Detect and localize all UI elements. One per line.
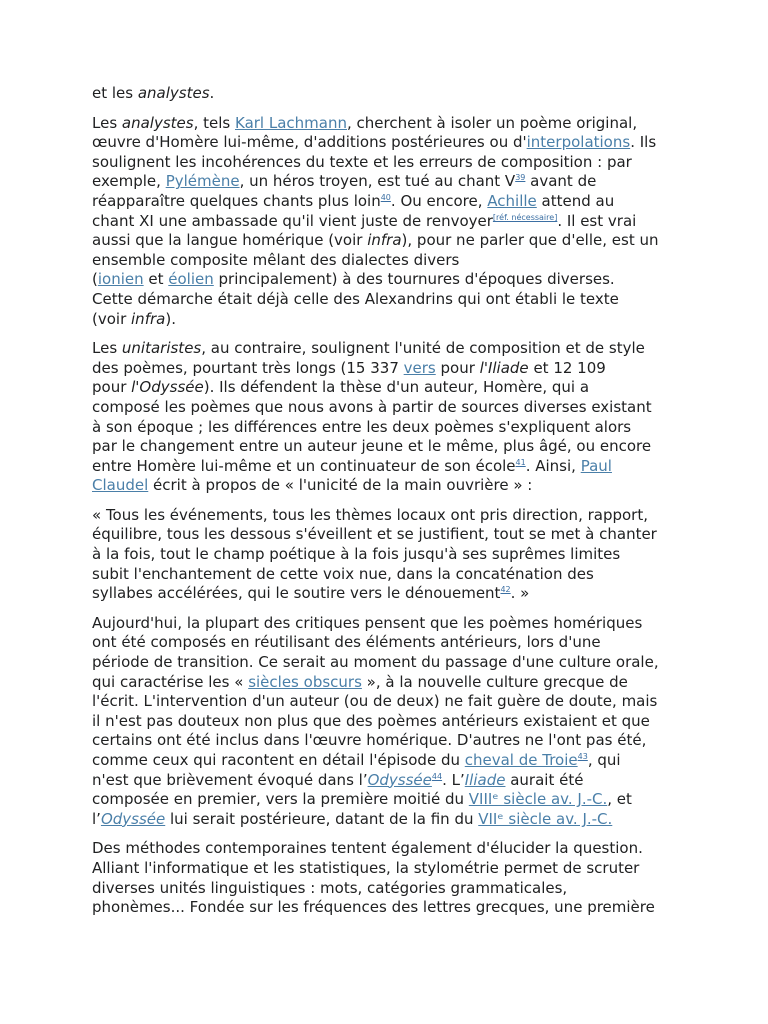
link-vii-siecle[interactable]: VIIᵉ siècle av. J.-C. xyxy=(478,809,613,828)
text: phonèmes... Fondée sur les fréquences des lettres grecques, une première xyxy=(92,898,655,917)
text: aussi que la langue homérique (voir xyxy=(92,231,368,250)
text: . Ils xyxy=(630,133,657,152)
text: composé les poèmes que nous avons à partir de sources diverses existant xyxy=(92,397,652,416)
text: ensemble composite mêlant des dialectes divers xyxy=(92,250,460,269)
text: lui serait postérieure, datant de la fin du xyxy=(165,809,479,828)
text: , cherchent à isoler un poème original, xyxy=(347,113,638,132)
text: équilibre, tous les dessous s'éveillent et se justifient, tout se met à chanter xyxy=(92,525,657,544)
ref-needed-tag[interactable]: [réf. nécessaire] xyxy=(492,212,558,222)
link-odyssee[interactable] xyxy=(368,771,432,789)
text: l'écrit. L'intervention d'un auteur (ou de deux) ne fait guère de doute, mais xyxy=(92,692,658,711)
text: certains ont été inclus dans l'œuvre homérique. D'autres ne l'ont pas été, xyxy=(92,731,647,750)
text: . L’ xyxy=(442,770,465,789)
text: , au contraire, soulignent l'unité de composition et de style xyxy=(201,339,645,358)
text: Aujourd'hui, la plupart des critiques pensent que les poèmes homériques xyxy=(92,613,643,632)
link-interpolations[interactable]: interpolations xyxy=(526,133,631,152)
text: Les xyxy=(92,113,122,132)
text: l’ xyxy=(92,809,101,828)
link-ionien[interactable]: ionien xyxy=(97,270,144,289)
link-eolien[interactable]: éolien xyxy=(168,270,214,289)
paragraph-analystes xyxy=(92,114,684,330)
link-vers[interactable]: vers xyxy=(403,358,436,377)
text: aurait été xyxy=(505,770,584,789)
text: diverses unités linguistiques : mots, catégories grammaticales, xyxy=(92,878,568,897)
footnote-ref-39[interactable]: 39 xyxy=(515,173,526,183)
emphasis: infra xyxy=(131,309,166,328)
text: ont été composés en réutilisant des éléments antérieurs, lors d'une xyxy=(92,633,601,652)
text: écrit à propos de « l'unicité de la main ouvrière » : xyxy=(148,476,533,495)
paragraph-intro-tail xyxy=(92,84,684,104)
text: , qui xyxy=(587,751,621,769)
text: Alliant l'informatique et les statistiques, la stylométrie permet de scruter xyxy=(92,858,640,877)
text: », à la nouvelle culture grecque de xyxy=(361,672,628,691)
link-pylemene[interactable]: Pylémène xyxy=(165,172,240,191)
text: à son époque ; les différences entre les deux poèmes s'expliquent alors xyxy=(92,417,632,436)
text: et xyxy=(143,270,169,289)
footnote-ref-41[interactable]: 41 xyxy=(515,457,526,467)
emphasis-analystes: analystes xyxy=(137,84,210,102)
text: , un héros troyen, est tué au chant V xyxy=(239,172,516,191)
link-iliade[interactable] xyxy=(465,771,506,789)
emphasis: analystes xyxy=(121,113,194,132)
text: ). Ils défendent la thèse d'un auteur, Homère, qui a xyxy=(203,378,590,397)
text: « Tous les événements, tous les thèmes locaux ont pris direction, rapport, xyxy=(92,505,648,524)
text: œuvre d'Homère lui-même, d'additions postérieures ou d' xyxy=(92,133,527,152)
text: avant de xyxy=(525,172,597,191)
footnote-ref-40[interactable]: 40 xyxy=(380,192,391,202)
text: réapparaître quelques chants plus loin xyxy=(92,191,381,210)
text: ), pour ne parler que d'elle, est un xyxy=(401,231,659,250)
text: par le changement entre un auteur jeune et le même, plus âgé, ou encore xyxy=(92,437,652,456)
text: pour xyxy=(435,358,480,377)
text: chant XI une ambassade qu'il vient juste de renvoyer xyxy=(92,211,493,230)
text: des poèmes, pourtant très longs (15 337 xyxy=(92,358,404,377)
emphasis: l'Iliade xyxy=(479,358,529,377)
emphasis: Odyssée xyxy=(100,809,166,828)
paragraph-aujourdhui xyxy=(92,614,684,830)
text: ). xyxy=(165,309,176,328)
text: Les xyxy=(92,339,122,358)
text: comme ceux qui racontent en détail l'épisode du xyxy=(92,751,465,769)
text: période de transition. Ce serait au moment du passage d'une culture orale, xyxy=(92,653,659,672)
footnote-ref-43[interactable]: 43 xyxy=(577,752,588,761)
text: et 12 109 xyxy=(528,358,606,377)
text: composée en premier, vers la première moitié du xyxy=(92,790,469,809)
text: . Ainsi, xyxy=(525,456,581,475)
text: exemple, xyxy=(92,172,166,191)
text: pour xyxy=(92,378,132,397)
footnote-ref-42[interactable]: 42 xyxy=(500,585,511,595)
text: Cette démarche était déjà celle des Alexandrins qui ont établi le texte xyxy=(92,289,619,308)
text: subit l'enchantement de cette voix nue, dans la concaténation des xyxy=(92,564,594,583)
text: ( xyxy=(92,270,98,289)
link-siecles-obscurs[interactable]: siècles obscurs xyxy=(248,672,362,691)
text: et les xyxy=(92,84,138,102)
text: soulignent les incohérences du texte et les erreurs de composition : par xyxy=(92,152,632,171)
link-achille[interactable]: Achille xyxy=(487,191,537,210)
link-cheval-de-troie[interactable]: cheval de Troie xyxy=(464,751,578,769)
text: syllabes accélérées, qui le soutire vers le dénouement xyxy=(92,584,501,603)
emphasis: unitaristes xyxy=(121,339,202,358)
emphasis: Odyssée xyxy=(367,770,432,789)
link-paul-claudel-cont[interactable]: Claudel xyxy=(92,476,149,495)
text: . » xyxy=(510,584,530,603)
link-odyssee-2[interactable] xyxy=(101,810,165,828)
emphasis: l'Odyssée xyxy=(131,378,204,397)
article-body xyxy=(92,84,684,928)
text: (voir xyxy=(92,309,132,328)
emphasis: infra xyxy=(367,231,402,250)
text: n'est que brièvement évoqué dans l’ xyxy=(92,770,368,789)
footnote-ref-44[interactable]: 44 xyxy=(431,771,443,781)
paragraph-quote xyxy=(92,506,684,604)
paragraph-methodes xyxy=(92,839,684,917)
text: . Il est vrai xyxy=(557,211,637,230)
text: entre Homère lui-même et un continuateur de son école xyxy=(92,456,516,475)
text: . xyxy=(209,84,215,102)
text: Des méthodes contemporaines tentent également d'élucider la question. xyxy=(92,839,643,858)
link-paul-claudel[interactable]: Paul xyxy=(580,456,612,475)
text: . Ou encore, xyxy=(390,191,488,210)
text: à la fois, tout le champ poétique à la fois jusqu'à ses suprêmes limites xyxy=(92,545,621,564)
text: qui caractérise les « xyxy=(92,672,249,691)
paragraph-unitaristes xyxy=(92,339,684,496)
text: , tels xyxy=(193,113,235,132)
text: , et xyxy=(607,790,632,809)
text: attend au xyxy=(536,191,615,210)
link-karl-lachmann[interactable]: Karl Lachmann xyxy=(235,113,347,132)
text: principalement) à des tournures d'époques diverses. xyxy=(213,270,615,289)
emphasis: Iliade xyxy=(464,770,506,789)
text: il n'est pas douteux non plus que des poèmes antérieurs existaient et que xyxy=(92,711,650,730)
link-viii-siecle[interactable]: VIIIᵉ siècle av. J.-C. xyxy=(468,790,608,809)
